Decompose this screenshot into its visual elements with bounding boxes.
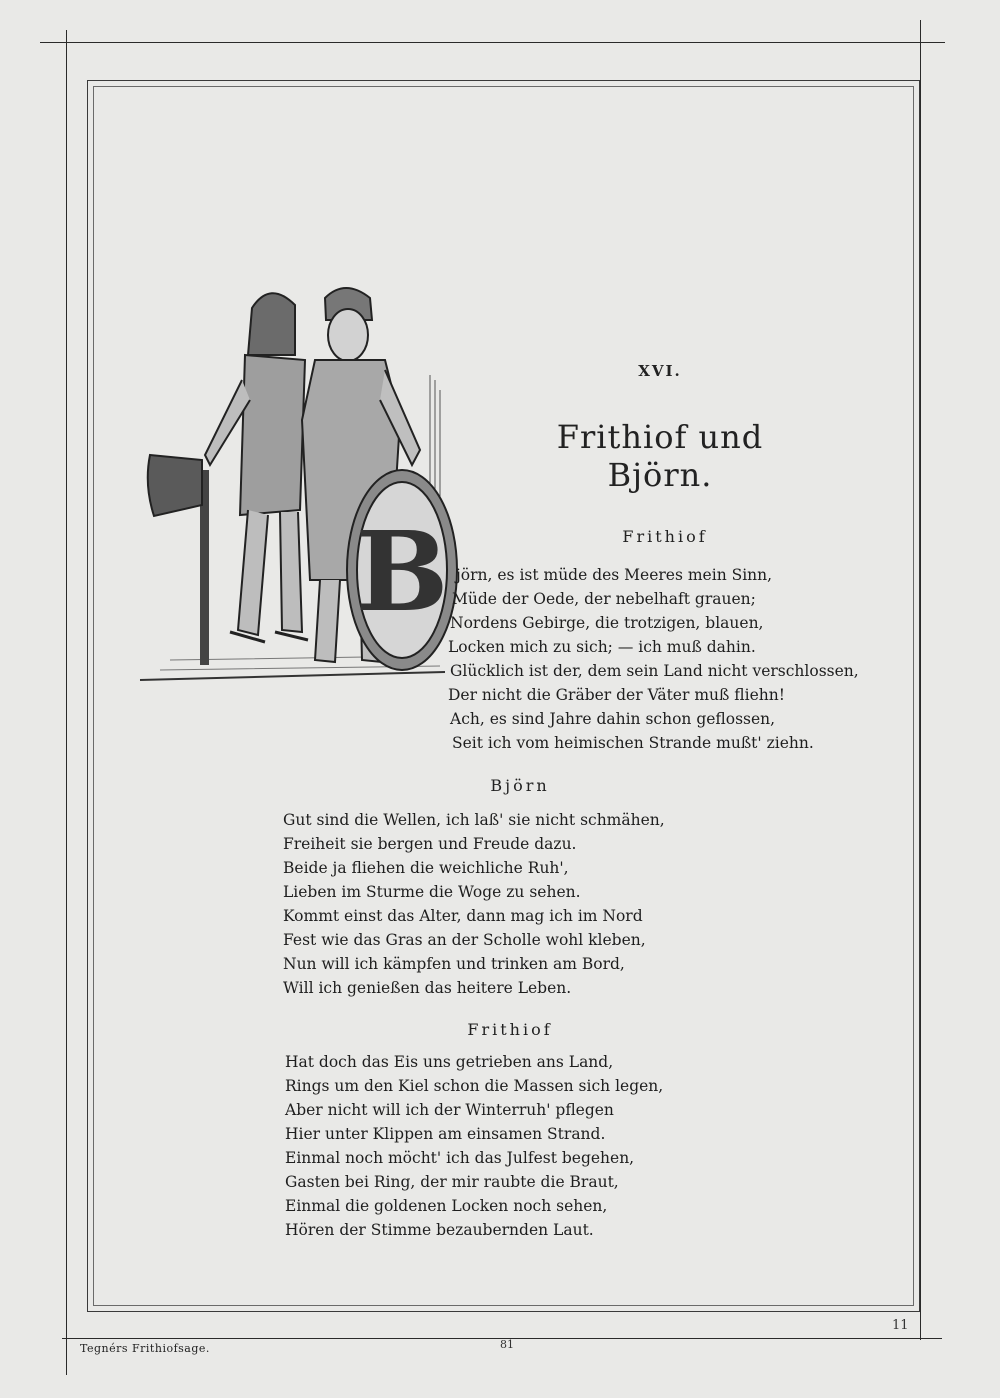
verse-line: Rings um den Kiel schon die Massen sich legen,	[285, 1077, 664, 1095]
chapter-title: Frithiof und Björn.	[556, 418, 764, 494]
verse-line: Glücklich ist der, dem sein Land nicht verschlossen,	[450, 662, 859, 680]
chapter-number: XVI.	[638, 362, 682, 380]
stanza-2	[283, 808, 665, 1000]
frithiof-figure	[205, 293, 308, 642]
shield-initial-b	[347, 470, 457, 670]
verse-line: Einmal noch möcht' ich das Julfest begehen,	[285, 1149, 635, 1167]
crop-mark-top	[40, 42, 945, 43]
verse-line: Nordens Gebirge, die trotzigen, blauen,	[450, 614, 764, 632]
verse-line: Nun will ich kämpfen und trinken am Bord,	[283, 955, 625, 973]
verse-line: Müde der Oede, der nebelhaft grauen;	[452, 590, 756, 608]
verse-line: Kommt einst das Alter, dann mag ich im Nord	[283, 907, 643, 925]
verse-line: Hat doch das Eis uns getrieben ans Land,	[285, 1053, 614, 1071]
svg-text:B: B	[355, 507, 449, 636]
verse-line: Lieben im Sturme die Woge zu sehen.	[283, 883, 581, 901]
speaker-heading: Frithiof	[467, 1020, 553, 1039]
axe-icon	[148, 455, 209, 665]
stanza-3	[285, 1050, 663, 1242]
verse-line: Aber nicht will ich der Winterruh' pflegen	[285, 1101, 614, 1119]
verse-line: Einmal die goldenen Locken noch sehen,	[285, 1197, 608, 1215]
signature-mark: 11	[892, 1318, 909, 1333]
verse-line: Will ich genießen das heitere Leben.	[283, 979, 572, 997]
verse-line: Ach, es sind Jahre dahin schon geflossen,	[450, 710, 776, 728]
verse-line: Seit ich vom heimischen Strande mußt' ziehn.	[452, 734, 814, 752]
verse-line: Beide ja fliehen die weichliche Ruh',	[283, 859, 569, 877]
verse-line: Locken mich zu sich; — ich muß dahin.	[448, 638, 756, 656]
page-number: 81	[500, 1338, 514, 1351]
stanza-1	[448, 563, 859, 755]
running-footer: Tegnérs Frithiofsage.	[80, 1342, 210, 1355]
speaker-heading: Björn	[490, 776, 550, 795]
crop-mark-left	[66, 30, 67, 1375]
verse-line: Der nicht die Gräber der Väter muß fliehn!	[448, 686, 785, 704]
verse-line: Gut sind die Wellen, ich laß' sie nicht schmähen,	[283, 811, 665, 829]
verse-line: Freiheit sie bergen und Freude dazu.	[283, 835, 577, 853]
crop-mark-right	[920, 20, 921, 1340]
speaker-heading: Frithiof	[622, 527, 708, 546]
verse-line: Hören der Stimme bezaubernden Laut.	[285, 1221, 594, 1239]
warriors-illustration	[130, 280, 460, 695]
verse-line: Fest wie das Gras an der Scholle wohl kleben,	[283, 931, 646, 949]
verse-line: jörn, es ist müde des Meeres mein Sinn,	[456, 566, 773, 584]
verse-line: Hier unter Klippen am einsamen Strand.	[285, 1125, 606, 1143]
verse-line: Gasten bei Ring, der mir raubte die Braut,	[285, 1173, 619, 1191]
